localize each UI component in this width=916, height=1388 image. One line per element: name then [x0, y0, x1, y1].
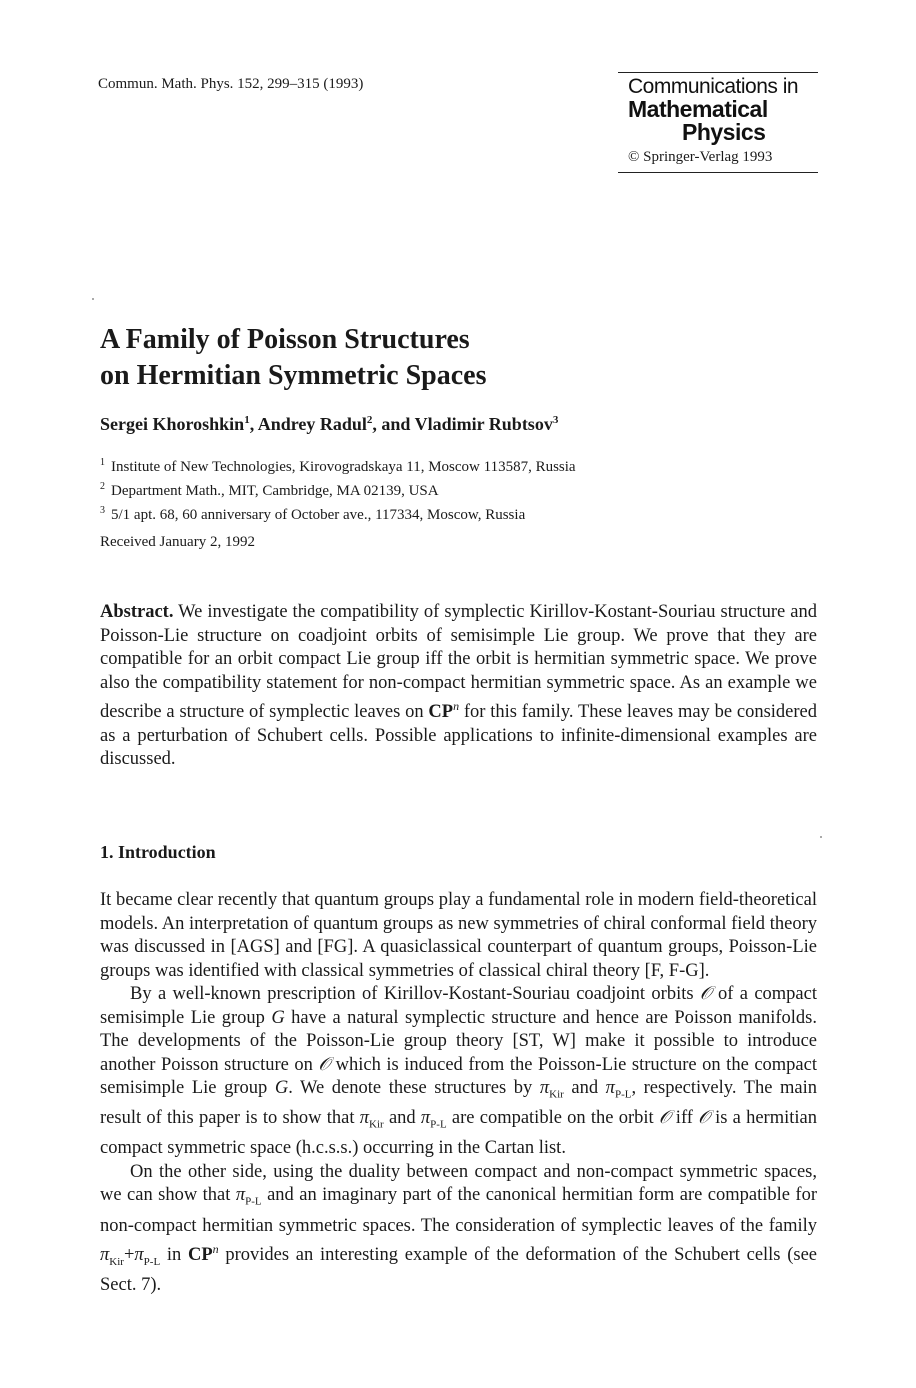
affiliation-item: [100, 453, 576, 477]
affiliation-text: Institute of New Technologies, Kirovogradskaya 11, Moscow 113587, Russia: [111, 459, 576, 475]
math-subscript: Kir: [369, 1118, 384, 1131]
introduction-body: [100, 889, 817, 1298]
math-subscript: P-L: [430, 1118, 447, 1131]
affiliation-text: Department Math., MIT, Cambridge, MA 02139, USA: [111, 483, 439, 499]
abstract-text: for this family. These leaves may be considered as a perturbation of Schubert cells. Possible applications to infinite-dimensional examples are discussed.: [100, 702, 817, 770]
paragraph: [100, 983, 817, 1161]
abstract: [100, 601, 817, 772]
math-superscript: n: [453, 699, 460, 713]
received-date: Received January 2, 1992: [100, 534, 255, 550]
text: have a natural symplectic structure and hence are Poisson manifolds. The developments of the Poisson-Lie group theory [ST, W] make it possible to introduce another Poisson structure on: [100, 1007, 817, 1075]
text: . We denote these structures by: [288, 1078, 540, 1098]
affiliation-list: [100, 453, 576, 525]
math-subscript: Kir: [549, 1088, 564, 1101]
text: and: [383, 1108, 421, 1129]
text: provides an interesting example of the deformation of the Schubert cells (see Sect. 7).: [100, 1245, 817, 1296]
math-subscript: Kir: [109, 1255, 124, 1268]
text: is a hermitian compact symmetric space (h.c.s.s.) occurring in the Cartan list.: [100, 1108, 817, 1159]
author-list: [100, 414, 558, 435]
math-orbit: 𝒪: [699, 984, 712, 1004]
affiliation-mark: 2: [100, 481, 105, 492]
paragraph: It became clear recently that quantum groups play a fundamental role in modern field-theoretical models. An interpretation of quantum groups as new symmetries of chiral conformal field theory was discussed in [AGS] and [FG]. A quasiclassical counterpart of quantum groups, Poisson-Lie groups was identified with classical symmetries of classical chiral theory [F, F-G].: [100, 890, 817, 981]
math-orbit: 𝒪: [698, 1108, 710, 1129]
text: and an imaginary part of the canonical hermitian form are compatible for non-compact hermitian symmetric spaces. The consideration of symplectic leaves of the family: [100, 1185, 818, 1236]
author-mark: 3: [552, 414, 559, 426]
author-name: Vladimir Rubtsov: [414, 414, 553, 434]
math-plus: +: [123, 1245, 135, 1266]
text: iff: [670, 1108, 699, 1129]
author-separator: ,: [249, 414, 258, 434]
logo-line-mathematical: Mathematical: [628, 96, 768, 122]
text: are compatible on the orbit: [446, 1108, 659, 1129]
author-name: Andrey Radul: [257, 414, 367, 434]
math-pi: π: [100, 1245, 110, 1266]
title-line-2: on Hermitian Symmetric Spaces: [100, 360, 487, 391]
math-pi: π: [420, 1108, 431, 1129]
text: , respectively. The main result of this paper is to show that: [100, 1078, 818, 1129]
math-subscript: P-L: [245, 1196, 262, 1209]
abstract-label: Abstract.: [100, 602, 174, 622]
math-pi: π: [539, 1078, 550, 1098]
math-orbit: 𝒪: [658, 1108, 671, 1129]
author-mark: 1: [244, 414, 250, 426]
math-orbit: 𝒪: [318, 1054, 331, 1075]
math-cp: CP: [428, 702, 454, 723]
math-group: G: [271, 1007, 285, 1028]
logo-line-communications: Communications in: [628, 75, 799, 98]
logo-bottom-rule: [618, 172, 818, 173]
journal-reference: Commun. Math. Phys. 152, 299–315 (1993): [98, 76, 364, 92]
paper-title: [100, 322, 487, 394]
math-subscript: P-L: [143, 1255, 161, 1268]
copyright-notice: © Springer-Verlag 1993: [628, 149, 773, 165]
text: which is induced from the Poisson-Lie structure on the compact semisimple Lie group: [100, 1054, 817, 1098]
math-pi: π: [134, 1245, 144, 1266]
math-pi: π: [605, 1078, 615, 1098]
journal-logo: [618, 72, 818, 173]
logo-top-rule: [618, 72, 818, 73]
affiliation-text: 5/1 apt. 68, 60 anniversary of October ave., 117334, Moscow, Russia: [111, 507, 526, 523]
math-superscript: n: [212, 1242, 219, 1257]
affiliation-item: [100, 501, 576, 525]
author-separator: , and: [372, 414, 415, 434]
logo-line-physics: Physics: [682, 119, 766, 145]
affiliation-item: [100, 477, 576, 501]
text: of a compact semisimple Lie group: [100, 984, 817, 1028]
math-pi: π: [235, 1185, 246, 1206]
text: By a well-known prescription of Kirillov-Kostant-Souriau coadjoint orbits: [130, 984, 700, 1004]
math-group: G: [274, 1078, 289, 1098]
title-line-1: A Family of Poisson Structures: [100, 324, 470, 355]
affiliation-mark: 1: [100, 457, 105, 468]
paragraph: [100, 1161, 817, 1298]
section-heading: 1. Introduction: [100, 842, 216, 862]
text: On the other side, using the duality between compact and non-compact symmetric spaces, we can show that: [100, 1161, 817, 1206]
abstract-text: We investigate the compatibility of symplectic Kirillov-Kostant-Souriau structure and Poisson-Lie structure on coadjoint orbits of semisimple Lie group. We prove that they are compatible for an orbit compact Lie group iff the orbit is hermitian symmetric space. We prove also the compatibility statement for non-compact hermitian symmetric space. As an example we describe a structure of symplectic leaves on: [100, 602, 817, 723]
author-mark: 2: [366, 414, 373, 426]
scan-speck: [92, 298, 94, 300]
affiliation-mark: 3: [100, 505, 105, 516]
math-pi: π: [359, 1108, 370, 1129]
text: in: [160, 1245, 188, 1266]
text: and: [563, 1078, 606, 1098]
math-subscript: P-L: [614, 1088, 632, 1101]
math-cp: CP: [187, 1245, 213, 1266]
author-name: Sergei Khoroshkin: [100, 414, 245, 434]
scan-speck: [820, 836, 822, 838]
